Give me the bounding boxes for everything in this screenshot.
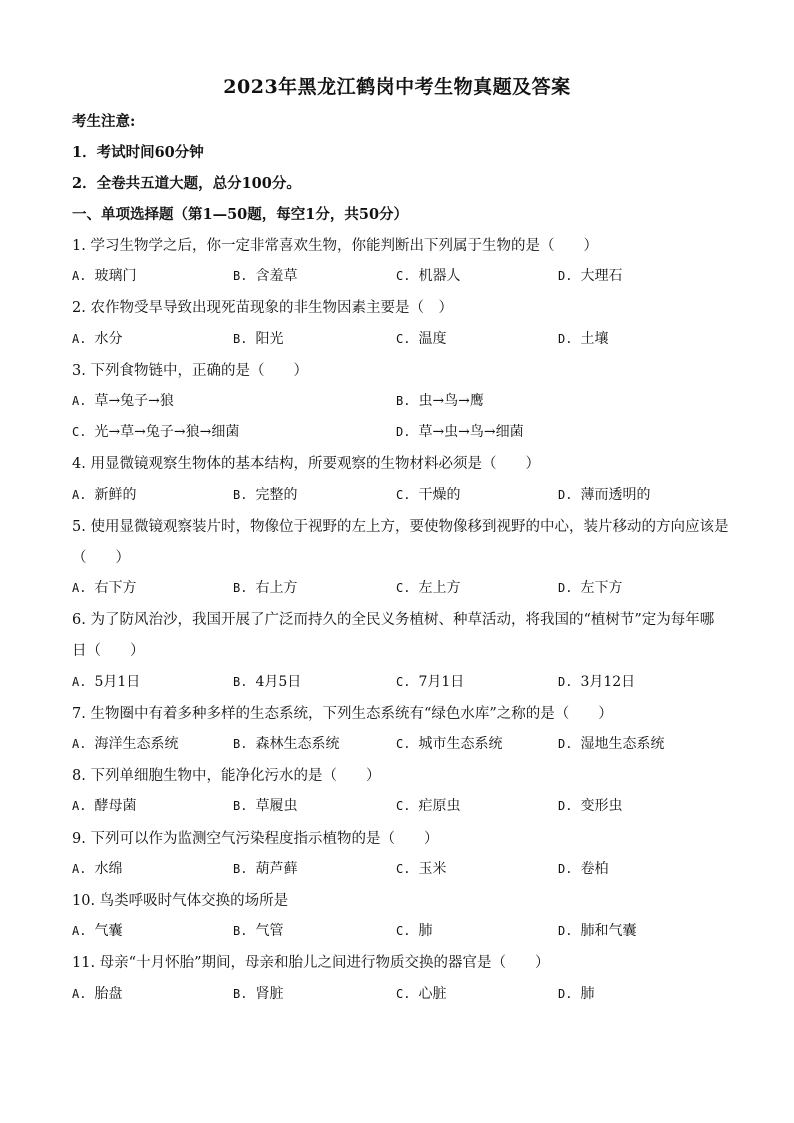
question-10: 10. 鸟类呼吸时气体交换的场所是 (72, 893, 289, 909)
question-1: 1. 学习生物学之后，你一定非常喜欢生物，你能判断出下列属于生物的是（ ） (72, 238, 598, 254)
question-4-option-c: C. 干燥的 (396, 487, 461, 503)
question-8-option-b: B. 草履虫 (233, 798, 298, 814)
question-5: 5. 使用显微镜观察装片时，物像位于视野的左上方，要使物像移到视野的中心，装片移动的方向应该是 (72, 519, 729, 535)
question-9-option-c: C. 玉米 (396, 861, 447, 877)
question-2: 2. 农作物受旱导致出现死苗现象的非生物因素主要是（ ） (72, 300, 453, 316)
question-6-option-a: A. 5月1日 (72, 674, 141, 690)
question-4-option-d: D. 薄而透明的 (558, 487, 651, 503)
question-1-option-c: C. 机器人 (396, 268, 461, 284)
question-8-option-c: C. 疟原虫 (396, 798, 461, 814)
section-heading: 一、单项选择题（第1—50题，每空1分，共50分） (72, 206, 409, 223)
question-10-option-c: C. 肺 (396, 923, 433, 939)
question-4: 4. 用显微镜观察生物体的基本结构，所要观察的生物材料必须是（ ） (72, 456, 540, 472)
question-7-option-a: A. 海洋生态系统 (72, 736, 179, 752)
question-9-option-b: B. 葫芦藓 (233, 861, 298, 877)
notice-item-1: 1．考试时间60分钟 (72, 144, 204, 161)
question-6-continued: 日（ ） (72, 643, 145, 659)
question-5-option-d: D. 左下方 (558, 580, 623, 596)
question-8-option-d: D. 变形虫 (558, 798, 623, 814)
question-11-option-c: C. 心脏 (396, 986, 447, 1002)
question-11-option-b: B. 肾脏 (233, 986, 284, 1002)
question-9-option-a: A. 水绵 (72, 861, 123, 877)
question-3-option-b: B. 虫→鸟→鹰 (396, 393, 484, 409)
question-7: 7. 生物圈中有着多种多样的生态系统，下列生态系统有“绿色水库”之称的是（ ） (72, 706, 613, 722)
question-1-option-d: D. 大理石 (558, 268, 623, 284)
question-2-option-c: C. 温度 (396, 331, 447, 347)
question-7-option-c: C. 城市生态系统 (396, 736, 503, 752)
question-5-option-c: C. 左上方 (396, 580, 461, 596)
question-3-option-d: D. 草→虫→鸟→细菌 (396, 424, 524, 440)
question-3: 3. 下列食物链中，正确的是（ ） (72, 363, 308, 379)
question-3-option-c: C. 光→草→兔子→狼→细菌 (72, 424, 240, 440)
question-4-option-a: A. 新鲜的 (72, 487, 137, 503)
question-2-option-a: A. 水分 (72, 331, 123, 347)
question-1-option-b: B. 含羞草 (233, 268, 298, 284)
notice-heading: 考生注意: (72, 113, 136, 130)
question-8: 8. 下列单细胞生物中，能净化污水的是（ ） (72, 768, 381, 784)
question-11-option-d: D. 肺 (558, 986, 595, 1002)
question-10-option-a: A. 气囊 (72, 923, 123, 939)
question-7-option-d: D. 湿地生态系统 (558, 736, 665, 752)
question-10-option-d: D. 肺和气囊 (558, 923, 637, 939)
question-5-option-b: B. 右上方 (233, 580, 298, 596)
question-4-option-b: B. 完整的 (233, 487, 298, 503)
question-11-option-a: A. 胎盘 (72, 986, 123, 1002)
notice-item-2: 2．全卷共五道大题，总分100分。 (72, 175, 301, 192)
question-6-option-c: C. 7月1日 (396, 674, 465, 690)
question-2-option-d: D. 土壤 (558, 331, 609, 347)
question-11: 11. 母亲“十月怀胎”期间，母亲和胎儿之间进行物质交换的器官是（ ） (72, 955, 550, 971)
question-6-option-d: D. 3月12日 (558, 674, 636, 690)
question-1-option-a: A. 玻璃门 (72, 268, 137, 284)
question-9-option-d: D. 卷柏 (558, 861, 609, 877)
question-6-option-b: B. 4月5日 (233, 674, 302, 690)
question-6: 6. 为了防风治沙，我国开展了广泛而持久的全民义务植树、种草活动，将我国的“植树节”定为每年哪 (72, 612, 715, 628)
question-5-continued: （ ） (72, 550, 130, 566)
question-3-option-a: A. 草→兔子→狼 (72, 393, 174, 409)
page-title: 2023年黑龙江鹤岗中考生物真题及答案 (223, 76, 571, 98)
question-10-option-b: B. 气管 (233, 923, 284, 939)
question-9: 9. 下列可以作为监测空气污染程度指示植物的是（ ） (72, 831, 439, 847)
question-8-option-a: A. 酵母菌 (72, 798, 137, 814)
question-2-option-b: B. 阳光 (233, 331, 284, 347)
question-7-option-b: B. 森林生态系统 (233, 736, 340, 752)
question-5-option-a: A. 右下方 (72, 580, 137, 596)
